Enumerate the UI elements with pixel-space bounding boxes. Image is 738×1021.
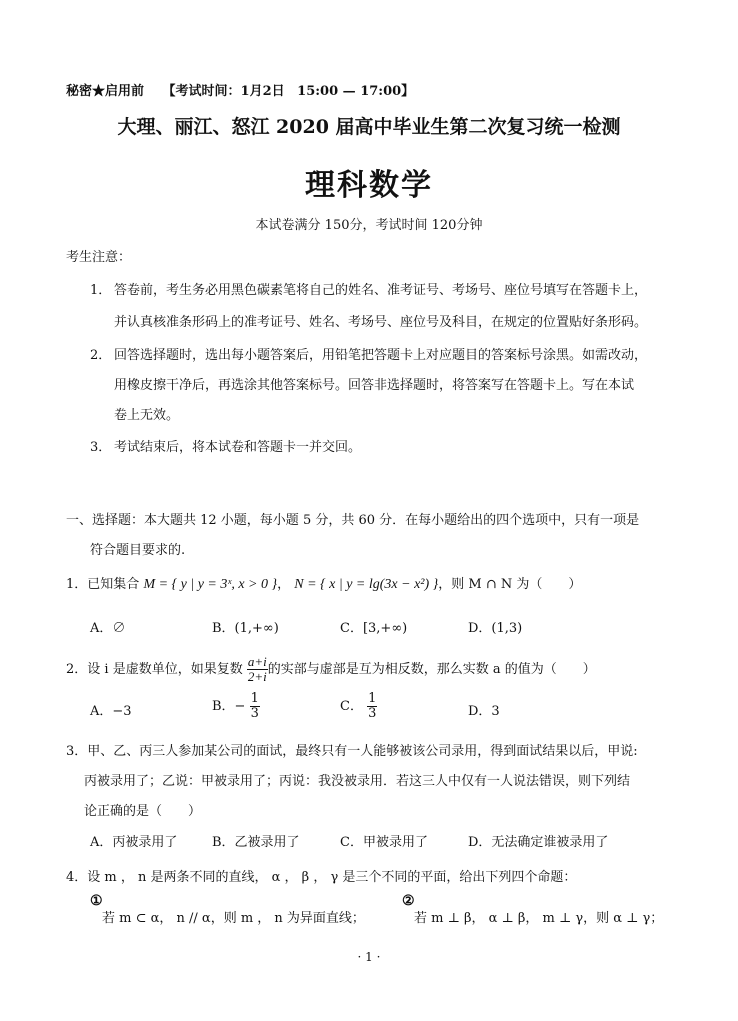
option-b-numerator: 1 <box>250 691 259 706</box>
exam-time-label: 【考试时间：1月2日 <box>162 84 285 99</box>
option-b-prefix: B．− <box>212 699 246 714</box>
question-4-stem <box>66 866 576 885</box>
question-3-number: 3． <box>66 744 88 759</box>
notice-item-2-num: 2． <box>90 348 112 363</box>
notice-item-1-line1: 答卷前，考生务必用黑色碳素笔将自己的姓名、准考证号、考场号、座位号填写在答题卡上， <box>114 283 648 298</box>
question-1-option-c: C．[3,+∞) <box>340 621 408 636</box>
question-2-text-b: 的实部与虚部是互为相反数，那么实数 a 的值为（ ） <box>267 662 596 677</box>
question-4-text: 设 m ， n 是两条不同的直线， α ， β ， γ 是三个不同的平面，给出下列四个命题： <box>87 870 577 885</box>
question-3-option-d: D．无法确定谁被录用了 <box>468 835 609 850</box>
notice-item-1-line2: 并认真核准条形码上的准考证号、姓名、考场号、座位号及科目，在规定的位置贴好条形码。 <box>114 315 648 330</box>
question-3-text-1: 甲、乙、丙三人参加某公司的面试，最终只有一人能够被该公司录用，得到面试结果以后，甲说: <box>87 744 638 759</box>
secret-label: 秘密★启用前 <box>66 84 145 99</box>
exam-subtitle: 本试卷满分 150分，考试时间 120分钟 <box>255 218 483 233</box>
notice-item-2-line2: 用橡皮擦干净后，再选涂其他答案标号。回答非选择题时，将答案写在答题卡上。写在本试 <box>114 378 635 393</box>
fraction-denominator: 2+i <box>247 669 267 684</box>
question-1-option-a: A．∅ <box>90 621 126 636</box>
section-heading-line1: 一、选择题：本大题共 12 小题，每小题 5 分，共 60 分．在每小题给出的四个选项中，只有一项是 <box>66 513 640 528</box>
proposition-1-mark: ① <box>90 893 103 909</box>
question-2-text-a: 设 i 是虚数单位，如果复数 <box>87 662 243 677</box>
option-c-numerator: 1 <box>368 691 377 706</box>
question-1-number: 1． <box>66 577 88 592</box>
exam-time-range: 15:00 — 17:00】 <box>297 84 415 99</box>
question-3-option-b: B．乙被录用了 <box>212 835 300 850</box>
option-b-fraction <box>250 692 260 721</box>
proposition-2-text: 若 m ⊥ β， α ⊥ β， m ⊥ γ，则 α ⊥ γ； <box>414 911 664 926</box>
question-2-option-a: A．−3 <box>90 704 132 719</box>
notice-item-2-line1: 回答选择题时，选出每小题答案后，用铅笔把答题卡上对应题目的答案标号涂黑。如需改动， <box>114 348 648 363</box>
fraction-numerator: a+i <box>247 654 267 669</box>
proposition-1-text: 若 m ⊂ α， n // α，则 m ， n 为异面直线； <box>102 911 365 926</box>
notice-item-2-line3: 卷上无效。 <box>114 408 180 423</box>
option-c-fraction <box>367 692 377 721</box>
question-3-option-a: A．丙被录用了 <box>90 835 178 850</box>
question-3-line2: 丙被录用了；乙说：甲被录用了；丙说：我没被录用．若这三人中仅有一人说法错误，则下列结 <box>84 774 631 789</box>
option-b-denominator: 3 <box>250 706 259 721</box>
question-2-number: 2． <box>66 662 88 677</box>
confidential-mark <box>66 80 414 99</box>
proposition-2-mark: ② <box>402 893 415 909</box>
question-1-text-a: 已知集合 <box>87 577 140 592</box>
question-1-option-d: D．(1,3) <box>468 621 523 636</box>
question-2-option-b <box>212 692 260 722</box>
notice-item-3-num: 3． <box>90 440 112 455</box>
notice-item-3-line1: 考试结束后，将本试卷和答题卡一并交回。 <box>114 440 362 455</box>
question-2-stem <box>66 650 596 690</box>
set-m-formula: M = { y | y = 3ˣ, x > 0 } <box>143 577 278 592</box>
question-1-option-b: B．(1,+∞) <box>212 621 279 636</box>
question-2-option-c <box>340 692 377 722</box>
question-3-line3: 论正确的是（ ） <box>84 804 202 819</box>
section-heading-line2: 符合题目要求的. <box>90 543 186 558</box>
option-c-denominator: 3 <box>368 706 377 721</box>
question-2-option-d: D．3 <box>468 704 500 719</box>
notice-heading: 考生注意： <box>66 250 132 265</box>
complex-fraction <box>247 655 268 684</box>
page-number: · 1 · <box>357 950 381 964</box>
question-4-number: 4． <box>66 870 88 885</box>
exam-title: 大理、丽江、怒江 2020 届高中毕业生第二次复习统一检测 <box>117 116 621 138</box>
option-c-prefix: C． <box>340 699 363 714</box>
question-3-option-c: C．甲被录用了 <box>340 835 428 850</box>
question-1-stem <box>66 573 581 593</box>
question-1-text-b: ，则 M ∩ N 为（ ） <box>438 577 582 592</box>
notice-item-1-num: 1． <box>90 283 112 298</box>
question-1-sep: ， <box>277 577 291 592</box>
subject-title: 理科数学 <box>305 168 433 203</box>
question-3-line1 <box>66 740 638 759</box>
set-n-formula: N = { x | y = lg(3x − x²) } <box>294 577 439 592</box>
